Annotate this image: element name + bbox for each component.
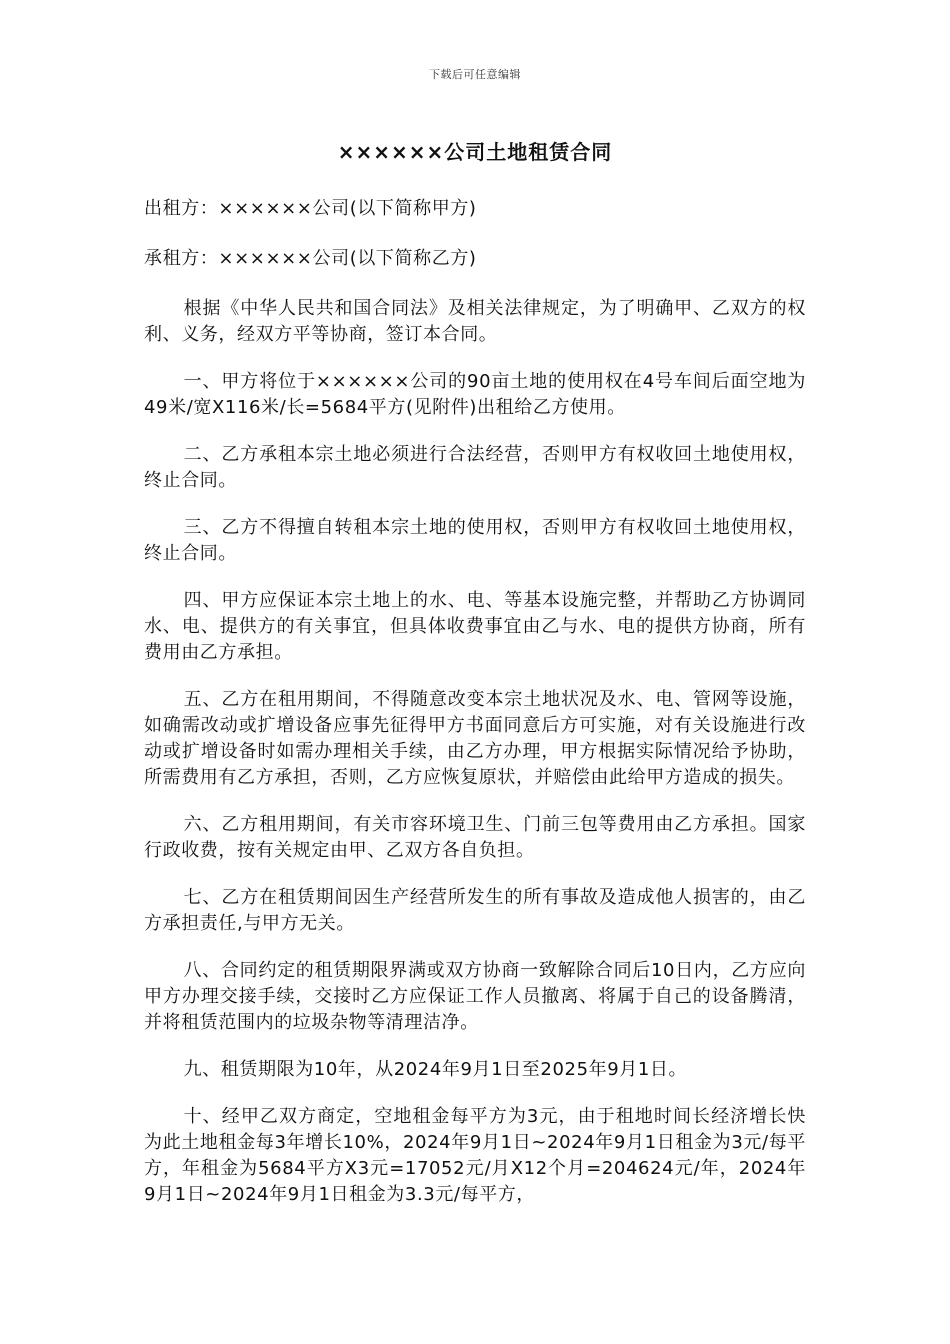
clause-8: 八、合同约定的租赁期限界满或双方协商一致解除合同后10日内，乙方应向甲方办理交接手续，交接时乙方应保证工作人员撤离、将属于自己的设备腾清，并将租赁范围内的垃圾杂物等清理洁净。 — [144, 960, 806, 1033]
contract-body — [144, 196, 806, 1229]
clause-10: 十、经甲乙双方商定，空地租金每平方为3元，由于租地时间长经济增长快为此土地租金每3年增长10%，2024年9月1日~2024年9月1日租金为3元/每平方，年租金为5684平方X3元=17052元/月X12个月=204624元/年，2024年9月1日~2024年9月1日租金为3.3元/每平方， — [144, 1106, 806, 1205]
clause-1: 一、甲方将位于××××××公司的90亩土地的使用权在4号车间后面空地为49米/宽X116米/长=5684平方(见附件)出租给乙方使用。 — [144, 371, 806, 418]
page-title: ××××××公司土地租赁合同 — [337, 140, 613, 164]
clause-7: 七、乙方在租赁期间因生产经营所发生的所有事故及造成他人损害的，由乙方承担责任,与甲方无关。 — [144, 887, 806, 934]
header-note: 下载后可任意编辑 — [429, 68, 521, 81]
clause-2: 二、乙方承租本宗土地必须进行合法经营，否则甲方有权收回土地使用权，终止合同。 — [144, 444, 806, 491]
clause-5: 五、乙方在租用期间，不得随意改变本宗土地状况及水、电、管网等设施，如确需改动或扩增设备应事先征得甲方书面同意后方可实施，对有关设施进行改动或扩增设备时如需办理相关手续，由乙方办理，甲方根据实际情况给予协助，所需费用有乙方承担，否则，乙方应恢复原状，并赔偿由此给甲方造成的损失。 — [144, 689, 806, 788]
clause-6: 六、乙方租用期间，有关市容环境卫生、门前三包等费用由乙方承担。国家行政收费，按有关规定由甲、乙双方各自负担。 — [144, 814, 806, 861]
clause-3: 三、乙方不得擅自转租本宗土地的使用权，否则甲方有权收回土地使用权，终止合同。 — [144, 517, 806, 564]
preamble-paragraph: 根据《中华人民共和国合同法》及相关法律规定，为了明确甲、乙双方的权利、义务，经双方平等协商，签订本合同。 — [144, 298, 806, 345]
clause-9: 九、租赁期限为10年，从2024年9月1日至2025年9月1日。 — [183, 1059, 688, 1080]
clause-4: 四、甲方应保证本宗土地上的水、电、等基本设施完整，并帮助乙方协调同水、电、提供方的有关事宜，但具体收费事宜由乙与水、电的提供方协商，所有费用由乙方承担。 — [144, 590, 806, 663]
lessee-line: 承租方：××××××公司(以下简称乙方) — [144, 248, 477, 269]
lessor-line: 出租方：××××××公司(以下简称甲方) — [144, 198, 477, 219]
